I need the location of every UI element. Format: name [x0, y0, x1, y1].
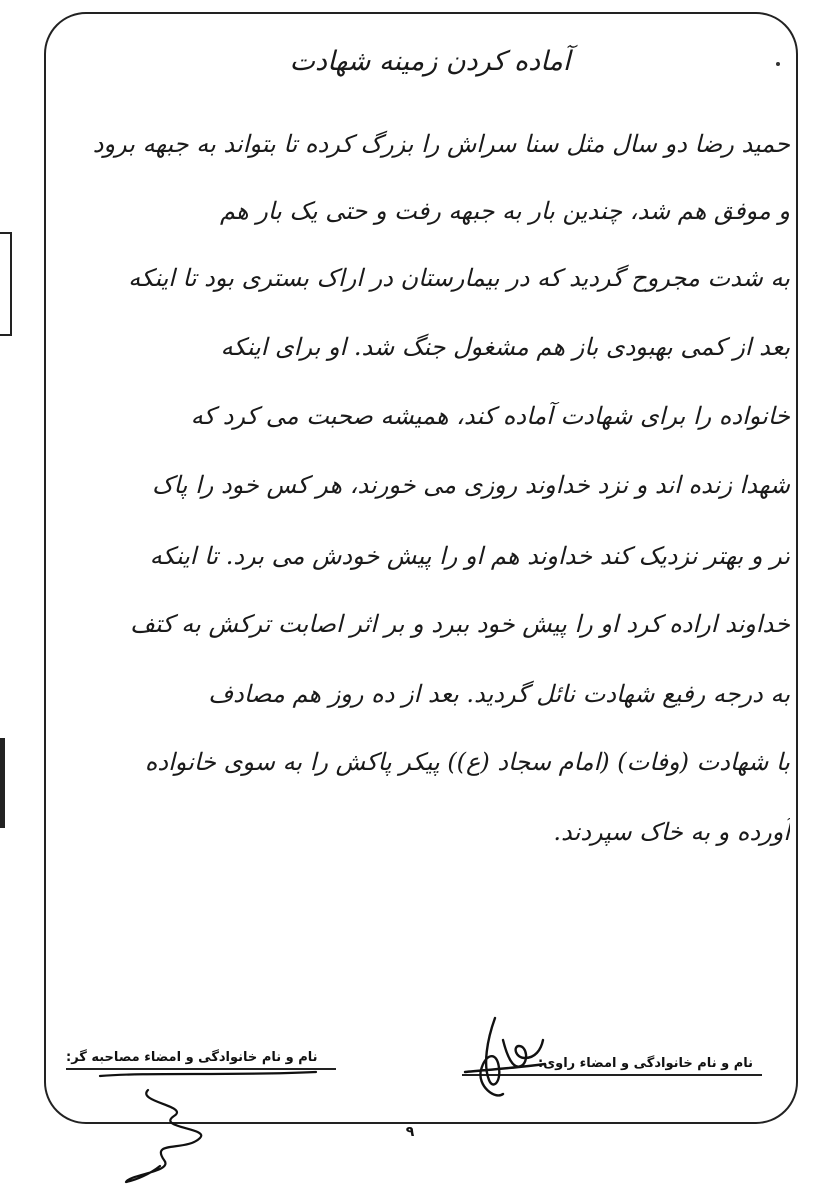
narrator-signature	[455, 1010, 550, 1110]
text-line: خانواده را برای شهادت آماده کند، همیشه صحبت می کرد که	[190, 402, 790, 430]
text-line: تر و بهتر نزدیک کند خداوند هم او را پیش خودش می برد. تا اینکه	[149, 542, 790, 570]
narrator-signature-label: نام و نام خانوادگی و امضاء راوی:	[538, 1056, 753, 1071]
text-line: با شهادت (وفات) (امام سجاد (ع)) پیکر پاکش را به سوی خانواده	[144, 748, 790, 776]
interviewer-signature	[90, 1062, 320, 1192]
text-line: به شدت مجروح گردید که در بیمارستان در اراک بستری بود تا اینکه	[128, 264, 790, 292]
text-line: بعد از کمی بهبودی باز هم مشغول جنگ شد. او برای اینکه	[220, 333, 790, 361]
binder-mark	[0, 738, 5, 828]
text-line: شهدا زنده اند و نزد خداوند روزی می خورند، هر کس خود را پاک	[151, 471, 790, 499]
text-line: و موفق هم شد، چندین بار به جبهه رفت و حتی یک بار هم	[219, 197, 790, 225]
speck	[776, 62, 780, 66]
page-number: ۹	[405, 1124, 415, 1140]
text-line: خداوند اراده کرد او را پیش خود ببرد و بر اثر اصابت ترکش به کتف	[130, 610, 790, 638]
text-line: آورده و به خاک سپردند.	[553, 818, 790, 846]
text-line: حمید رضا دو سال مثل سنا سراش را بزرگ کرده تا بتواند به جبهه برود	[92, 130, 790, 158]
interviewer-signature-label: نام و نام خانوادگی و امضاء مصاحبه گر:	[66, 1050, 318, 1065]
document-title: آماده کردن زمینه شهادت	[289, 46, 571, 77]
text-line: به درجه رفیع شهادت نائل گردید. بعد از ده روز هم مصادف	[208, 680, 790, 708]
binder-mark	[0, 232, 12, 336]
